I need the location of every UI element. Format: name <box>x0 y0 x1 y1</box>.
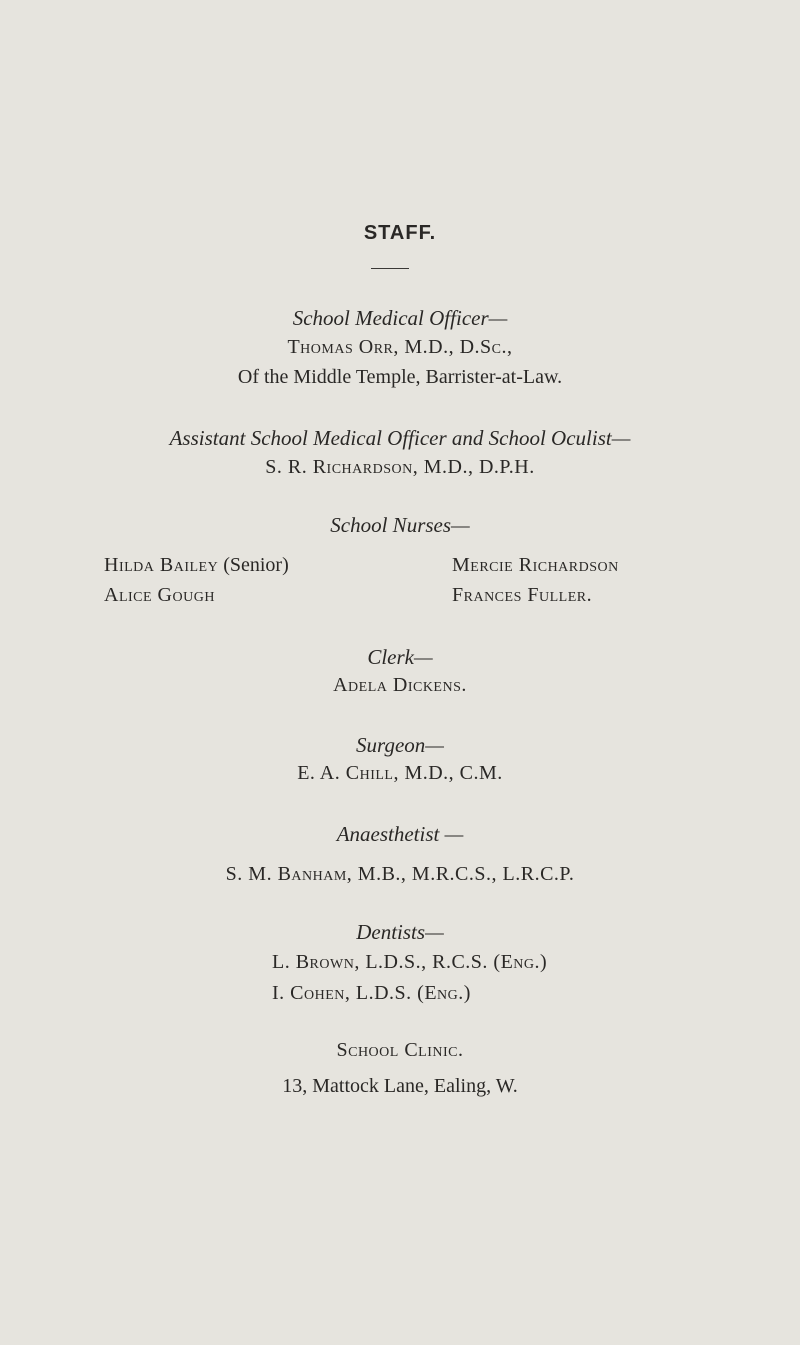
dentist-item: I. Cohen, L.D.S. (Eng.) <box>272 982 471 1004</box>
surgeon-role: Surgeon— <box>356 733 444 757</box>
dentist-item: L. Brown, L.D.S., R.C.S. (Eng.) <box>272 951 548 973</box>
nurse-name: Hilda Bailey <box>104 554 219 576</box>
smo-name: Thomas Orr, M.D., D.Sc., <box>287 336 513 358</box>
anaesthetist-name: S. M. Banham, M.B., M.R.C.S., L.R.C.P. <box>225 863 575 885</box>
nurse-right-1: Mercie Richardson <box>452 554 619 576</box>
asmo-role: Assistant School Medical Officer and School Oculist— <box>169 426 631 450</box>
clerk-role: Clerk— <box>367 645 433 669</box>
clerk-name: Adela Dickens. <box>333 674 467 696</box>
nurses-role: School Nurses— <box>330 513 470 537</box>
surgeon-name: E. A. Chill, M.D., C.M. <box>297 762 503 784</box>
anaesthetist-role: Anaesthetist — <box>336 822 464 846</box>
nurse-left-1 <box>104 554 289 577</box>
dentists-role: Dentists— <box>356 920 444 944</box>
title-rule <box>371 268 409 269</box>
page-title: STAFF. <box>363 222 437 244</box>
smo-role: School Medical Officer— <box>292 306 508 330</box>
smo-detail: Of the Middle Temple, Barrister-at-Law. <box>237 366 563 388</box>
nurse-right-2: Frances Fuller. <box>452 584 593 606</box>
asmo-name: S. R. Richardson, M.D., D.P.H. <box>265 456 535 478</box>
nurse-suffix: (Senior) <box>218 554 289 576</box>
clinic-name: School Clinic. <box>336 1039 464 1061</box>
nurse-left-2: Alice Gough <box>104 584 215 606</box>
clinic-address: 13, Mattock Lane, Ealing, W. <box>282 1075 518 1097</box>
